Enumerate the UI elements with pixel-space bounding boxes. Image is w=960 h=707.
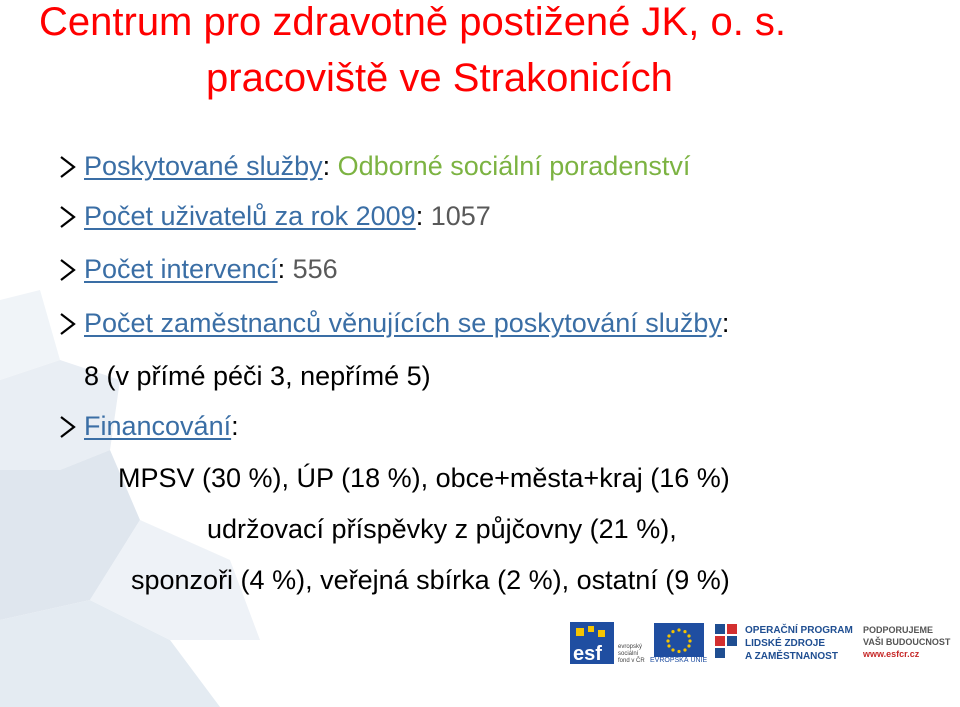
bullet-services [58,150,690,187]
support-line: VAŠI BUDOUCNOST [863,637,951,647]
esf-small-line: evropský [618,644,643,650]
bullet-label: Počet uživatelů za rok 2009 [84,201,416,231]
support-line: PODPORUJEME [863,625,934,635]
bullet-label: Poskytované služby [84,151,323,181]
bullet-interventions [58,253,338,290]
bullet-sep: : [231,411,239,441]
op-line: OPERAČNÍ PROGRAM [745,625,853,636]
arrow-bullet-icon [58,253,84,290]
bullet-label: Počet intervencí [84,254,278,284]
bullet-employees [58,307,729,344]
arrow-bullet-icon [58,410,84,447]
esf-small-line: sociální [618,651,639,657]
bullet-sep: : [322,151,331,181]
eu-label: EVROPSKÁ UNIE [650,657,708,664]
financing-line-1: MPSV (30 %), ÚP (18 %), obce+města+kraj (16 %) [118,463,730,493]
op-lzz-logo [715,624,865,668]
staff-detail: 8 (v přímé péči 3, nepřímé 5) [84,361,431,391]
bullet-label: Financování [84,411,232,441]
bullet-sep: : [277,254,286,284]
bullet-financing [58,410,239,447]
footer-logos [570,620,950,670]
financing-line-3: sponzoři (4 %), veřejná sbírka (2 %), ostatní (9 %) [131,565,730,595]
op-line: LIDSKÉ ZDROJE [745,638,826,649]
op-line: A ZAMĚSTNANOST [745,651,838,662]
bullet-value: 1057 [423,201,491,231]
bullet-sep: : [721,308,730,338]
eu-flag-icon [654,623,704,657]
title-line-2: pracoviště ve Strakonicích [206,56,673,100]
arrow-bullet-icon [58,307,84,344]
arrow-bullet-icon [58,200,84,237]
op-lzz-icon [715,624,739,664]
support-text [863,624,950,660]
esf-small-text [618,644,645,665]
bullet-sep: : [415,201,424,231]
op-lzz-text [745,624,853,663]
support-url: www.esfcr.cz [863,649,920,659]
bullet-label: Počet zaměstnanců věnujících se poskytování služby [84,308,722,338]
bullet-value: 556 [285,254,338,284]
financing-line-2: udržovací příspěvky z půjčovny (21 %), [207,514,677,544]
bullet-value: Odborné sociální poradenství [330,151,691,181]
title-line-1: Centrum pro zdravotně postižené JK, o. s. [39,0,787,44]
esf-small-line: fond v ČR [618,658,645,664]
arrow-bullet-icon [58,150,84,187]
bullet-users [58,200,491,237]
esf-text: esf [573,643,602,665]
